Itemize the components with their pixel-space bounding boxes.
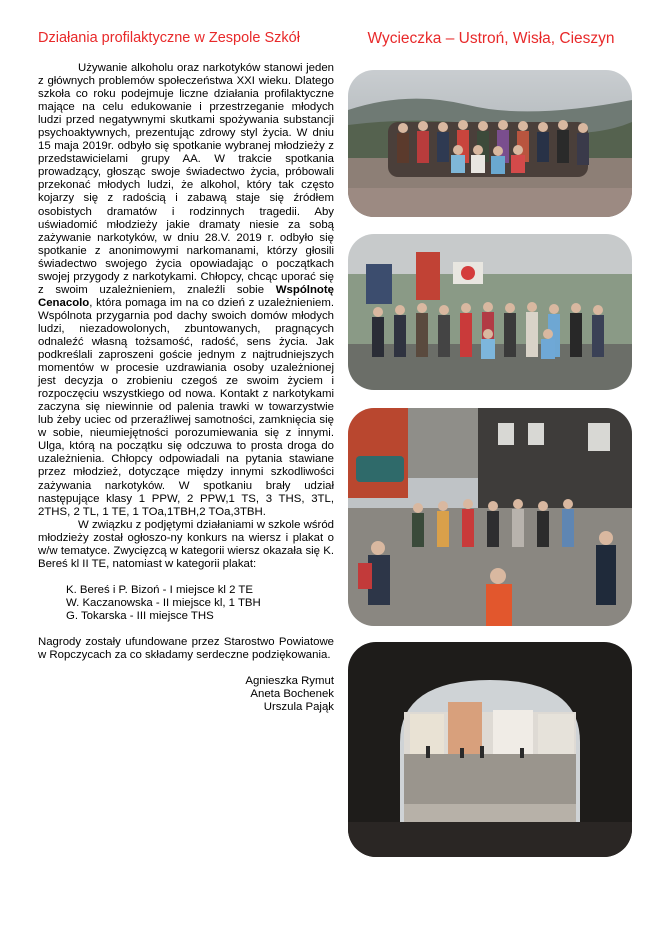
- signature: Urszula Pająk: [263, 701, 334, 714]
- photo-group-border-sign-image: [348, 234, 632, 390]
- winners-list: [66, 584, 334, 623]
- article-title: Działania profilaktyczne w Zespole Szkół: [38, 30, 300, 46]
- photo-group-street-image: [348, 408, 632, 626]
- photo-archway-square: [348, 642, 632, 857]
- list-item: W. Kaczanowska - II miejsce kl, 1 TBH: [66, 596, 261, 609]
- list-item: K. Bereś i P. Bizoń - I miejsce kl 2 TE: [66, 583, 253, 596]
- photo-group-border-sign: [348, 234, 632, 390]
- article-body: [38, 62, 334, 714]
- paragraph-1-bold: Wspólnotę Cenacolo: [38, 283, 334, 309]
- paragraph-1: [38, 62, 334, 519]
- photo-archway-square-image: [348, 642, 632, 857]
- thanks-paragraph: Nagrody zostały ufundowane przez Starostwo Powiatowe w Ropczycach za co składamy serdeczne podziękowania.: [38, 635, 334, 662]
- signature: Aneta Bochenek: [250, 688, 334, 701]
- signatures: [38, 675, 334, 714]
- paragraph-2: W związku z podjętymi działaniami w szkole wśród młodzieży został ogłoszo-ny konkurs na wiersz i plakat o w/w tematyce. Zwycięzcą w kategorii wiersz okazała się K. Bereś kl II TE, natomiast w kategorii plakat:: [38, 518, 334, 570]
- paragraph-1-text-b: , która pomaga im na co dzień z uzależnieniem. Wspólnota przygarnia pod dachy swoich domów młodych ludzi, niezadowolonych, zbuntowanych, pragnących odnaleźć własną tożsamość, radość, sens życia. Jak podkreślali zaproszeni goście jednym z najtrudniejszych momentów w procesie uzdrawiania osoby uzależnionej jest decyzja o zrobieniu czegoś ze swoim życiem i rozpoczęciu wszystkiego od nowa. Kontakt z narkotykami zaczyna się niewinnie od palenia trawki w towarzystwie lub żeby uciec od przeraźliwej samotności, zamknięcia się w sobie, nieumiejętności porozumiewania się z innymi. Ulga, którą na początku się odczuwa to prosta droga do uzależnienia. Chłopcy odpowiadali na pytania stawiane przez młodzież, dotyczące między innymi szkodliwości zażywania narkotyków. W spotkaniu brały udział następujące klasy 1 PPW, 2 PPW,1 TS, 3 THS, 3TL, 2THS, 2 TL, 1 TE, 1 TOa,1TBH,2 TOa,3TBH.: [38, 296, 334, 518]
- photo-group-mountain: [348, 70, 632, 217]
- list-item: G. Tokarska - III miejsce THS: [66, 609, 214, 622]
- paragraph-1-text-a: Używanie alkoholu oraz narkotyków stanowi jeden z głównych problemów społeczeństwa XXI wieku. Dlatego szkoła co roku podejmuje liczne działania profilaktyczne mające na celu edukowanie i przestrzeganie młodych ludzi przed negatywnymi skutkami spożywania substancji psychoaktywnych, prezentując zdrowy styl życia. W dniu 15 maja 2019r. odbyło się spotkanie wybranej młodzieży z przedstawicielami grupy AA. W trakcie spotkania prowadzący, głosząc swoje świadectwo życia, próbowali przekonać młodych ludzi, że alkohol, który tak często kojarzy się z radością i zabawą staje się źródłem osobistych dramatów i rodzinnych tragedii. Aby uświadomić młodzieży jakie dramaty niesie za sobą zażywanie narkotyków, w dniu 28.V. 2019 r. odbyło się spotkanie z anonimowymi narkomanami, którzy głosili świadectwo swojego życia opowiadając o początkach swojej przygody z narkotykami. Chłopcy, chcąc uporać się z swoim uzależnieniem, znaleźli sobie: [38, 62, 334, 296]
- photo-group-street: [348, 408, 632, 626]
- trip-title: Wycieczka – Ustroń, Wisła, Cieszyn: [367, 30, 615, 47]
- signature: Agnieszka Rymut: [245, 675, 334, 688]
- photo-group-mountain-image: [348, 70, 632, 217]
